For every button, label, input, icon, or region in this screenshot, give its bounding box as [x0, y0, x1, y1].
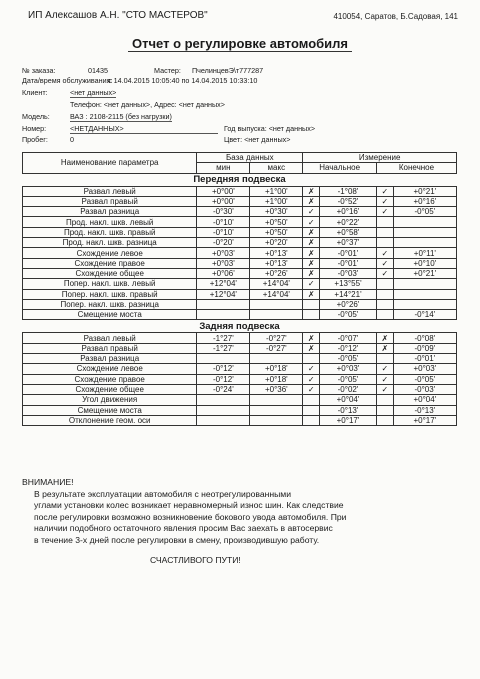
- start-value: +0°16': [320, 207, 377, 217]
- end-status-icon: [376, 299, 393, 309]
- order-row: № заказа: 01435 Мастер: ПчелинцевЭ\т777287: [22, 66, 264, 75]
- section-title: [23, 173, 457, 186]
- param-name: Схождение правое: [23, 258, 197, 268]
- start-status-icon: ✗: [303, 343, 320, 353]
- min-value: -0°24': [197, 384, 250, 394]
- start-status-icon: ✗: [303, 248, 320, 258]
- min-value: [197, 354, 250, 364]
- max-value: [250, 354, 303, 364]
- table-row: [23, 364, 457, 374]
- param-name: Схождение левое: [23, 364, 197, 374]
- start-status-icon: [303, 354, 320, 364]
- param-name: Схождение общее: [23, 268, 197, 278]
- min-value: [197, 405, 250, 415]
- start-value: +0°37': [320, 238, 377, 248]
- end-value: [393, 289, 456, 299]
- end-value: [393, 238, 456, 248]
- start-status-icon: ✗: [303, 333, 320, 343]
- max-value: +0°18': [250, 364, 303, 374]
- table-row: [23, 279, 457, 289]
- start-value: -0°05': [320, 354, 377, 364]
- start-status-icon: [303, 310, 320, 320]
- start-value: -0°52': [320, 196, 377, 206]
- start-value: +0°22': [320, 217, 377, 227]
- start-status-icon: ✓: [303, 279, 320, 289]
- param-name: Попер. накл. шкв. левый: [23, 279, 197, 289]
- table-row: [23, 238, 457, 248]
- start-status-icon: ✓: [303, 384, 320, 394]
- max-value: [250, 405, 303, 415]
- mileage-row: Пробег: 0 Цвет: <нет данных>: [22, 135, 291, 144]
- farewell: СЧАСТЛИВОГО ПУТИ!: [150, 555, 241, 565]
- table-row: [23, 374, 457, 384]
- datetime-row: Дата/время обслуживания:с 14.04.2015 10:05:40 по 14.04.2015 10:33:10: [22, 76, 258, 85]
- min-value: -0°12': [197, 374, 250, 384]
- param-name: Развал правый: [23, 343, 197, 353]
- min-value: [197, 299, 250, 309]
- end-value: +0°17': [393, 415, 456, 425]
- end-value: -0°14': [393, 310, 456, 320]
- param-name: Смещение моста: [23, 310, 197, 320]
- max-value: [250, 395, 303, 405]
- master-name: ПчелинцевЭ\т777287: [192, 66, 264, 75]
- company-name: ИП Алексашов А.Н. "СТО МАСТЕРОВ": [28, 10, 208, 21]
- client-row: Клиент: <нет данных>: [22, 88, 117, 97]
- min-value: +0°03': [197, 248, 250, 258]
- end-status-icon: ✓: [376, 364, 393, 374]
- max-value: +0°18': [250, 374, 303, 384]
- end-status-icon: ✗: [376, 343, 393, 353]
- start-value: -0°05': [320, 310, 377, 320]
- start-status-icon: ✗: [303, 268, 320, 278]
- param-name: Развал правый: [23, 196, 197, 206]
- start-value: +0°17': [320, 415, 377, 425]
- model-row: Модель: ВАЗ : 2108-2115 (без нагрузки): [22, 112, 172, 121]
- max-value: +0°13': [250, 248, 303, 258]
- end-value: -0°05': [393, 207, 456, 217]
- param-name: Угол движения: [23, 395, 197, 405]
- start-value: -1°08': [320, 186, 377, 196]
- client-value: <нет данных>: [70, 88, 117, 97]
- end-status-icon: ✓: [376, 268, 393, 278]
- table-row: [23, 333, 457, 343]
- min-value: +0°06': [197, 268, 250, 278]
- end-status-icon: [376, 217, 393, 227]
- max-value: +0°50': [250, 217, 303, 227]
- end-value: +0°16': [393, 196, 456, 206]
- company-address: 410054, Саратов, Б.Садовая, 141: [333, 12, 458, 21]
- end-value: -0°13': [393, 405, 456, 415]
- max-value: [250, 310, 303, 320]
- end-status-icon: [376, 227, 393, 237]
- end-value: -0°08': [393, 333, 456, 343]
- table-row: [23, 248, 457, 258]
- table-row: [23, 310, 457, 320]
- start-status-icon: ✓: [303, 217, 320, 227]
- warning-title: ВНИМАНИЕ!: [22, 477, 74, 487]
- min-value: -0°12': [197, 364, 250, 374]
- start-status-icon: ✓: [303, 374, 320, 384]
- start-value: -0°02': [320, 384, 377, 394]
- param-name: Попер. накл. шкв. правый: [23, 289, 197, 299]
- min-value: -1°27': [197, 343, 250, 353]
- start-status-icon: ✗: [303, 186, 320, 196]
- end-value: [393, 227, 456, 237]
- start-value: -0°12': [320, 343, 377, 353]
- table-row: [23, 289, 457, 299]
- start-status-icon: [303, 395, 320, 405]
- max-value: +0°50': [250, 227, 303, 237]
- start-value: +0°58': [320, 227, 377, 237]
- param-name: Развал левый: [23, 186, 197, 196]
- section-title-text: Задняя подвеска: [199, 320, 280, 332]
- header-end: Конечное: [376, 163, 456, 173]
- param-name: Развал разница: [23, 207, 197, 217]
- alignment-table: [22, 152, 457, 426]
- end-value: +0°10': [393, 258, 456, 268]
- end-status-icon: [376, 289, 393, 299]
- param-name: Схождение правое: [23, 374, 197, 384]
- section-title-text: Передняя подвеска: [193, 174, 286, 186]
- car-model: ВАЗ : 2108-2115 (без нагрузки): [70, 112, 172, 121]
- table-row: [23, 405, 457, 415]
- min-value: +0°00': [197, 196, 250, 206]
- start-value: +14°21': [320, 289, 377, 299]
- min-value: -0°30': [197, 207, 250, 217]
- warning-line: В результате эксплуатации автомобиля с неотрегулированными: [34, 488, 292, 499]
- param-name: Попер. накл. шкв. разница: [23, 299, 197, 309]
- start-status-icon: ✗: [303, 196, 320, 206]
- start-value: -0°03': [320, 268, 377, 278]
- page-title: Отчет о регулировке автомобиля: [0, 36, 480, 51]
- warning-block: [22, 477, 442, 546]
- start-value: -0°05': [320, 374, 377, 384]
- min-value: +0°00': [197, 186, 250, 196]
- table-row: [23, 354, 457, 364]
- end-status-icon: ✓: [376, 384, 393, 394]
- table-row: [23, 207, 457, 217]
- min-value: -0°10': [197, 227, 250, 237]
- color-info: Цвет: <нет данных>: [224, 135, 291, 144]
- param-name: Прод. накл. шкв. левый: [23, 217, 197, 227]
- year-info: Год выпуска: <нет данных>: [224, 124, 316, 133]
- table-row: [23, 415, 457, 425]
- max-value: +0°13': [250, 258, 303, 268]
- param-name: Прод. накл. шкв. правый: [23, 227, 197, 237]
- start-value: +0°04': [320, 395, 377, 405]
- min-value: [197, 395, 250, 405]
- end-status-icon: [376, 279, 393, 289]
- end-value: +0°21': [393, 186, 456, 196]
- start-value: -0°01': [320, 258, 377, 268]
- header-measure: Измерение: [303, 153, 457, 163]
- end-value: [393, 279, 456, 289]
- max-value: +1°00': [250, 186, 303, 196]
- header-min: мин: [197, 163, 250, 173]
- max-value: +14°04': [250, 289, 303, 299]
- start-status-icon: ✓: [303, 364, 320, 374]
- end-value: -0°03': [393, 384, 456, 394]
- warning-line: углами установки колес возникает неравномерный износ шин. Как следствие: [34, 500, 344, 510]
- min-value: +12°04': [197, 289, 250, 299]
- contact-row: [70, 100, 225, 109]
- param-name: Схождение общее: [23, 384, 197, 394]
- end-status-icon: ✓: [376, 258, 393, 268]
- start-status-icon: ✗: [303, 227, 320, 237]
- end-value: -0°01': [393, 354, 456, 364]
- start-value: +0°03': [320, 364, 377, 374]
- end-status-icon: ✗: [376, 333, 393, 343]
- min-value: [197, 310, 250, 320]
- end-status-icon: [376, 310, 393, 320]
- min-value: -0°10': [197, 217, 250, 227]
- number-row: Номер: <НЕТДАННЫХ> Год выпуска: <нет данных>: [22, 124, 316, 133]
- table-row: [23, 227, 457, 237]
- max-value: [250, 299, 303, 309]
- header-param: Наименование параметра: [23, 153, 197, 174]
- param-name: Смещение моста: [23, 405, 197, 415]
- mileage-value: 0: [70, 135, 74, 144]
- max-value: -0°27': [250, 333, 303, 343]
- min-value: +12°04': [197, 279, 250, 289]
- start-status-icon: ✗: [303, 258, 320, 268]
- table-row: [23, 186, 457, 196]
- end-value: +0°11': [393, 248, 456, 258]
- param-name: Развал разница: [23, 354, 197, 364]
- start-status-icon: [303, 415, 320, 425]
- start-value: +0°26': [320, 299, 377, 309]
- start-status-icon: ✗: [303, 289, 320, 299]
- start-value: +13°55': [320, 279, 377, 289]
- header-start: Начальное: [303, 163, 377, 173]
- end-status-icon: [376, 405, 393, 415]
- max-value: [250, 415, 303, 425]
- end-value: +0°04': [393, 395, 456, 405]
- max-value: +0°30': [250, 207, 303, 217]
- min-value: -1°27': [197, 333, 250, 343]
- warning-line: наличии подобного остаточного явления просим Вас заехать в автосервис: [34, 523, 333, 533]
- start-value: -0°13': [320, 405, 377, 415]
- param-name: Прод. накл. шкв. разница: [23, 238, 197, 248]
- order-number: 01435: [88, 66, 108, 75]
- table-row: [23, 258, 457, 268]
- min-value: [197, 415, 250, 425]
- table-row: [23, 299, 457, 309]
- start-status-icon: ✗: [303, 238, 320, 248]
- end-status-icon: [376, 395, 393, 405]
- table-row: [23, 217, 457, 227]
- min-value: -0°20': [197, 238, 250, 248]
- end-status-icon: ✓: [376, 248, 393, 258]
- param-name: Развал левый: [23, 333, 197, 343]
- end-status-icon: [376, 238, 393, 248]
- end-status-icon: ✓: [376, 186, 393, 196]
- max-value: +1°00': [250, 196, 303, 206]
- car-number: <НЕТДАННЫХ>: [70, 124, 218, 134]
- contact-info: Телефон: <нет данных>, Адрес: <нет данных>: [70, 100, 225, 109]
- end-status-icon: [376, 354, 393, 364]
- end-status-icon: ✓: [376, 196, 393, 206]
- start-status-icon: [303, 405, 320, 415]
- max-value: +0°20': [250, 238, 303, 248]
- param-name: Схождение левое: [23, 248, 197, 258]
- start-status-icon: ✓: [303, 207, 320, 217]
- start-status-icon: [303, 299, 320, 309]
- end-value: [393, 217, 456, 227]
- end-value: [393, 299, 456, 309]
- max-value: +14°04': [250, 279, 303, 289]
- max-value: +0°26': [250, 268, 303, 278]
- end-value: +0°21': [393, 268, 456, 278]
- param-name: Отклонение геом. оси: [23, 415, 197, 425]
- min-value: +0°03': [197, 258, 250, 268]
- warning-line: в течение 3-х дней после регулировки в смену, производившую работу.: [34, 534, 320, 545]
- header-db: База данных: [197, 153, 303, 163]
- service-datetime: с 14.04.2015 10:05:40 по 14.04.2015 10:33:10: [108, 76, 258, 85]
- start-value: -0°07': [320, 333, 377, 343]
- end-status-icon: [376, 415, 393, 425]
- table-row: [23, 384, 457, 394]
- table-row: [23, 395, 457, 405]
- end-value: -0°09': [393, 343, 456, 353]
- max-value: +0°36': [250, 384, 303, 394]
- end-status-icon: ✓: [376, 207, 393, 217]
- end-value: +0°03': [393, 364, 456, 374]
- warning-line: после регулировки возможно возникновение бокового увода автомобиля. При: [34, 511, 347, 522]
- table-row: [23, 268, 457, 278]
- table-row: [23, 343, 457, 353]
- end-status-icon: ✓: [376, 374, 393, 384]
- max-value: -0°27': [250, 343, 303, 353]
- table-row: [23, 196, 457, 206]
- start-value: -0°01': [320, 248, 377, 258]
- section-title: [23, 320, 457, 333]
- header-max: макс: [250, 163, 303, 173]
- end-value: -0°05': [393, 374, 456, 384]
